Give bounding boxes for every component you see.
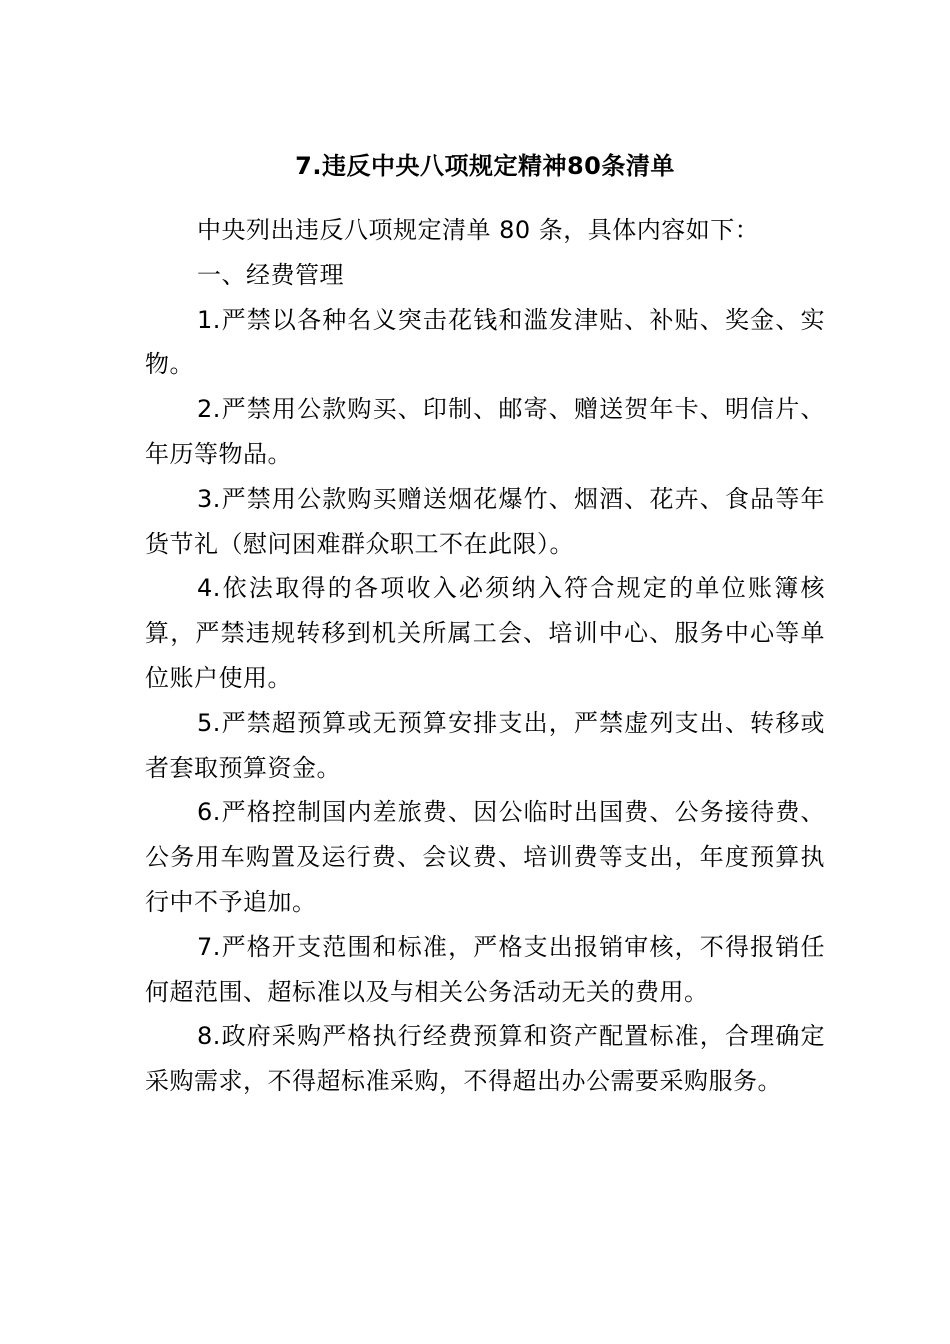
section-heading: 一、经费管理 [197, 260, 344, 289]
title-number: 80 [566, 152, 602, 180]
document-title [145, 140, 825, 192]
list-item: 4.依法取得的各项收入必须纳入符合规定的单位账簿核算，严禁违规转移到机关所属工会、培训中心、服务中心等单位账户使用。 [145, 574, 825, 692]
list-item: 3.严禁用公款购买赠送烟花爆竹、烟酒、花卉、食品等年货节礼（慰问困难群众职工不在此限）。 [145, 484, 825, 558]
list-item: 1.严禁以各种名义突击花钱和滥发津贴、补贴、奖金、实物。 [145, 305, 825, 379]
list-item: 2.严禁用公款购买、印制、邮寄、赠送贺年卡、明信片、年历等物品。 [145, 395, 825, 468]
list-item: 5.严禁超预算或无预算安排支出，严禁虚列支出、转移或者套取预算资金。 [145, 708, 825, 782]
list-item: 6.严格控制国内差旅费、因公临时出国费、公务接待费、公务用车购置及运行费、会议费、培训费等支出，年度预算执行中不予追加。 [145, 798, 825, 916]
list-item: 8.政府采购严格执行经费预算和资产配置标准，合理确定采购需求，不得超标准采购，不得超出办公需要采购服务。 [145, 1022, 825, 1096]
document-page [145, 140, 825, 1104]
intro-paragraph: 中央列出违反八项规定清单 80 条，具体内容如下： [197, 216, 760, 244]
title-text-suffix: 条清单 [601, 152, 675, 180]
list-item: 7.严格开支范围和标准，严格支出报销审核，不得报销任何超范围、超标准以及与相关公务活动无关的费用。 [145, 932, 825, 1006]
title-text-mid: 违反中央八项规定精神 [321, 152, 567, 180]
title-number-prefix: 7. [295, 152, 322, 180]
